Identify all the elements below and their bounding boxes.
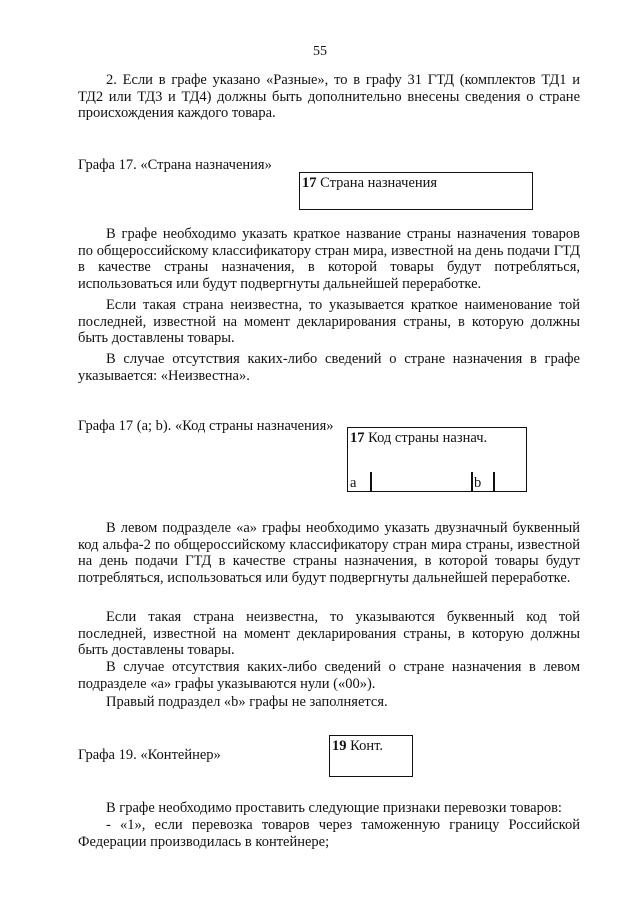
section-17-heading: Графа 17. «Страна назначения» xyxy=(78,157,272,173)
field-box-19-label: Конт. xyxy=(350,738,383,754)
page-number: 55 xyxy=(313,44,327,59)
field-box-17ab xyxy=(347,427,527,492)
field-box-17ab-sub-a: a xyxy=(350,475,357,491)
field-box-17ab-number: 17 xyxy=(350,430,365,446)
intro-paragraph: 2. Если в графе указано «Разные», то в графу 31 ГТД (комплектов ТД1 и ТД2 или ТД3 и ТД4) должны быть дополнительно внесены сведения о стране происхождения каждого товара. xyxy=(78,72,580,121)
field-box-17ab-divider-mid xyxy=(471,472,473,492)
field-box-19-number: 19 xyxy=(332,738,347,754)
section-19-paragraph-2: - «1», если перевозка товаров через таможенную границу Российской Федерации производилась в контейнере; xyxy=(78,817,580,850)
field-box-17ab-sub-b: b xyxy=(474,475,482,491)
field-box-17ab-label: Код страны назнач. xyxy=(368,430,488,446)
field-box-17-label: Страна назначения xyxy=(320,175,438,191)
section-17ab-paragraph-1: В левом подразделе «а» графы необходимо указать двузначный буквенный код альфа-2 по общероссийскому классификатору стран мира страны, известной на день подачи ГТД в качестве страны назначения, в которой товары будут потребляться, использоваться или будут подвергнуты дальнейшей переработке. xyxy=(78,520,580,586)
section-17ab-paragraph-4: Правый подраздел «b» графы не заполняется. xyxy=(106,694,388,710)
section-17ab-paragraph-2: Если такая страна неизвестна, то указываются буквенный код той последней, известной на момент декларирования страны, в которую должны быть доставлены товары. xyxy=(78,609,580,658)
field-box-17ab-divider-b xyxy=(493,472,495,492)
field-box-17ab-divider-a xyxy=(370,472,372,492)
section-17-paragraph-3: В случае отсутствия каких-либо сведений о стране назначения в графе указывается: «Неизвестна». xyxy=(78,351,580,384)
section-19-heading: Графа 19. «Контейнер» xyxy=(78,747,221,763)
section-17-paragraph-1: В графе необходимо указать краткое название страны назначения товаров по общероссийскому классификатору стран мира, известной на день подачи ГТД в качестве страны назначения, в которой товары будут потребляться, использоваться или будут подвергнуты дальнейшей переработке. xyxy=(78,226,580,292)
section-17ab-heading: Графа 17 (а; b). «Код страны назначения» xyxy=(78,418,334,434)
field-box-19 xyxy=(329,735,413,777)
field-box-17-number: 17 xyxy=(302,175,317,191)
section-17ab-paragraph-3: В случае отсутствия каких-либо сведений о стране назначения в левом подразделе «а» графы указываются нули («00»). xyxy=(78,659,580,692)
section-17-paragraph-2: Если такая страна неизвестна, то указывается краткое наименование той последней, известной на момент декларирования страны, в которую должны быть доставлены товары. xyxy=(78,297,580,346)
section-19-paragraph-1: В графе необходимо проставить следующие признаки перевозки товаров: xyxy=(106,800,562,816)
field-box-17 xyxy=(299,172,533,210)
